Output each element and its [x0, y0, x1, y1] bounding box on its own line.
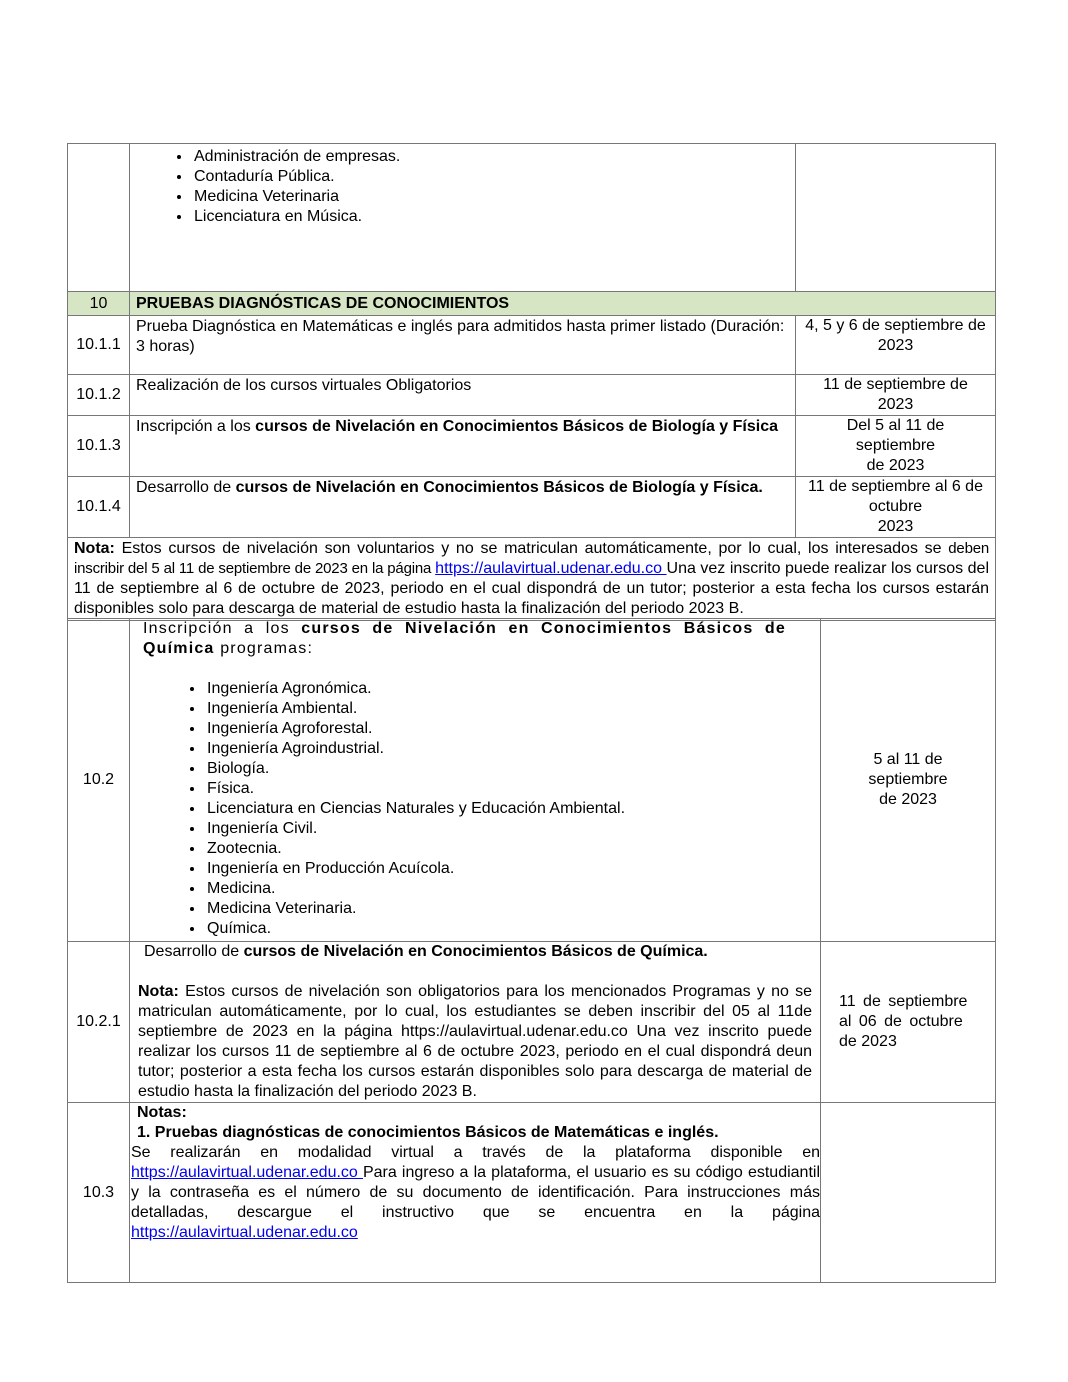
note-label: Nota: — [74, 540, 115, 557]
bold-text: cursos de Nivelación en Conocimientos Básicos de Biología y Física — [255, 418, 778, 435]
row-number: 10.1.3 — [68, 416, 130, 477]
list-item: • Biología. — [205, 759, 786, 779]
note-text: Para ingreso a la plataforma, el usuario es su código estudiantil y la contraseña es el número de su documento de identificación. Para instrucciones más detalladas, descargue el instructivo que se encuentra en la página — [131, 1164, 820, 1221]
notes-body — [131, 1143, 820, 1243]
text-span: Inscripción a los — [143, 620, 302, 637]
note-row — [68, 538, 996, 621]
notes-subtitle-text: 1. Pruebas diagnósticas de conocimientos Básicos de Matemáticas e inglés. — [137, 1124, 719, 1141]
list-item: • Ingeniería Ambiental. — [205, 699, 786, 719]
date-line: de 2023 — [866, 457, 925, 474]
date-line: 4, 5 y 6 de septiembre de — [805, 317, 986, 334]
row-description — [130, 942, 821, 1103]
date-line: 2023 — [877, 337, 914, 354]
table-row — [68, 375, 996, 416]
list-item: • Administración de empresas. — [192, 147, 795, 167]
text-span: Desarrollo de — [136, 479, 236, 496]
list-item: • Licenciatura en Música. — [192, 207, 795, 227]
empty-date-cell — [796, 144, 996, 292]
date-line: de 2023 — [879, 791, 937, 808]
note-label: Nota: — [138, 983, 179, 1000]
row-note — [138, 982, 812, 1102]
row-number: 10.1.2 — [68, 375, 130, 416]
table-row — [68, 942, 996, 1103]
list-item: • Ingeniería Agroindustrial. — [205, 739, 786, 759]
date-line: al 06 de octubre — [839, 1013, 963, 1030]
row-description — [130, 416, 796, 477]
notes-subtitle — [131, 1123, 820, 1143]
list-item: • Física. — [205, 779, 786, 799]
date-line: 11 de septiembre — [839, 993, 968, 1010]
list-item: • Ingeniería en Producción Acuícola. — [205, 859, 786, 879]
text-span: Inscripción a los — [136, 418, 256, 435]
row-number: 10.1.4 — [68, 477, 130, 538]
program-list-cell — [130, 144, 796, 292]
row-date — [796, 316, 996, 375]
table-row — [68, 1103, 996, 1283]
date-line: 5 al 11 de — [873, 751, 943, 768]
list-item: • Medicina Veterinaria — [192, 187, 795, 207]
note-text: Estos cursos de nivelación son voluntarios y no se matriculan automáticamente, por lo cual, los interesados se — [114, 540, 949, 557]
empty-number-cell — [68, 144, 130, 292]
row-number: 10.2 — [68, 619, 130, 942]
date-line: 11 de septiembre al 6 de octubre — [808, 478, 983, 515]
date-line: 2023 — [877, 518, 914, 535]
row-intro — [143, 619, 786, 659]
note-cell — [68, 538, 996, 621]
row-date — [821, 619, 996, 942]
table-row — [68, 416, 996, 477]
date-line: septiembre — [868, 771, 948, 788]
aulavirtual-link[interactable]: https://aulavirtual.udenar.edu.co — [131, 1164, 363, 1181]
date-line: Del 5 al 11 de septiembre — [846, 417, 945, 454]
row-description: Realización de los cursos virtuales Obligatorios — [130, 375, 796, 416]
note-text: Una vez inscrito puede realizar los cursos del 11 de septiembre al 6 de octubre de 2023, periodo en el cual dispondrá de un tutor; posterior a esta fecha los cursos estarán disponibles solo para descarga de material de estudio hasta la finalización del periodo 2023 B. — [74, 560, 989, 617]
section-header-row — [68, 292, 996, 316]
list-item: • Zootecnia. — [205, 839, 786, 859]
list-item: • Contaduría Pública. — [192, 167, 795, 187]
section-title: PRUEBAS DIAGNÓSTICAS DE CONOCIMIENTOS — [136, 294, 510, 312]
schedule-table-top — [67, 143, 996, 621]
row-intro — [138, 942, 812, 962]
aulavirtual-link[interactable]: https://aulavirtual.udenar.edu.co — [131, 1224, 358, 1241]
program-list-row — [68, 144, 996, 292]
notes-label-text: Notas: — [137, 1104, 187, 1121]
program-list — [143, 679, 786, 939]
row-date — [796, 416, 996, 477]
empty-date-cell — [821, 1103, 996, 1283]
list-item: • Ingeniería Civil. — [205, 819, 786, 839]
schedule-table-bottom — [67, 618, 996, 1283]
row-number: 10.3 — [68, 1103, 130, 1283]
date-line: 2023 — [877, 396, 914, 413]
list-item: • Ingeniería Agronómica. — [205, 679, 786, 699]
row-date — [821, 942, 996, 1103]
note-text: deben inscribir del 5 al 11 de septiembre de 2023 en la página — [74, 540, 989, 577]
bold-text: cursos de Nivelación en Conocimientos Básicos de Biología y Física. — [235, 479, 763, 496]
note-text: Se realizarán en modalidad virtual a través de la plataforma disponible en — [131, 1144, 820, 1161]
row-date — [796, 477, 996, 538]
table-row — [68, 619, 996, 942]
row-date — [796, 375, 996, 416]
list-item: • Medicina. — [205, 879, 786, 899]
bold-text: cursos de Nivelación en Conocimientos Básicos de Química. — [243, 943, 708, 960]
list-item: • Química. — [205, 919, 786, 939]
row-description — [130, 477, 796, 538]
text-span: programas: — [214, 640, 314, 657]
row-description — [130, 619, 821, 942]
bold-text: cursos de Nivelación en Conocimientos Básicos de Química — [143, 620, 787, 657]
row-number: 10.1.1 — [68, 316, 130, 375]
table-row — [68, 477, 996, 538]
row-description — [130, 1103, 821, 1283]
row-description: Prueba Diagnóstica en Matemáticas e inglés para admitidos hasta primer listado (Duración: 3 horas) — [130, 316, 796, 375]
date-line: 11 de septiembre de — [823, 376, 968, 393]
notes-label — [131, 1103, 820, 1123]
text-span: Desarrollo de — [144, 943, 244, 960]
list-item: • Ingeniería Agroforestal. — [205, 719, 786, 739]
aulavirtual-link[interactable]: https://aulavirtual.udenar.edu.co — [435, 560, 667, 577]
program-list — [130, 147, 795, 227]
list-item: • Licenciatura en Ciencias Naturales y Educación Ambiental. — [205, 799, 786, 819]
row-number: 10.2.1 — [68, 942, 130, 1103]
list-item: • Medicina Veterinaria. — [205, 899, 786, 919]
section-number: 10 — [68, 292, 130, 316]
date-line: de 2023 — [839, 1033, 897, 1050]
note-text: Estos cursos de nivelación son obligatorios para los mencionados Programas y no se matriculan automáticamente, por lo cual, los estudiantes se deben inscribir del 05 al 11de septiembre de 2023 en la página https://aulavirtual.udenar.edu.co Una vez inscrito puede realizar los cursos 11 de septiembre al 6 de octubre 2023, periodo en el cual dispondrá deun tutor; posterior a esta fecha los cursos estarán disponibles solo para descarga de material de estudio hasta la finalización del periodo 2023 B. — [138, 983, 812, 1100]
table-row — [68, 316, 996, 375]
